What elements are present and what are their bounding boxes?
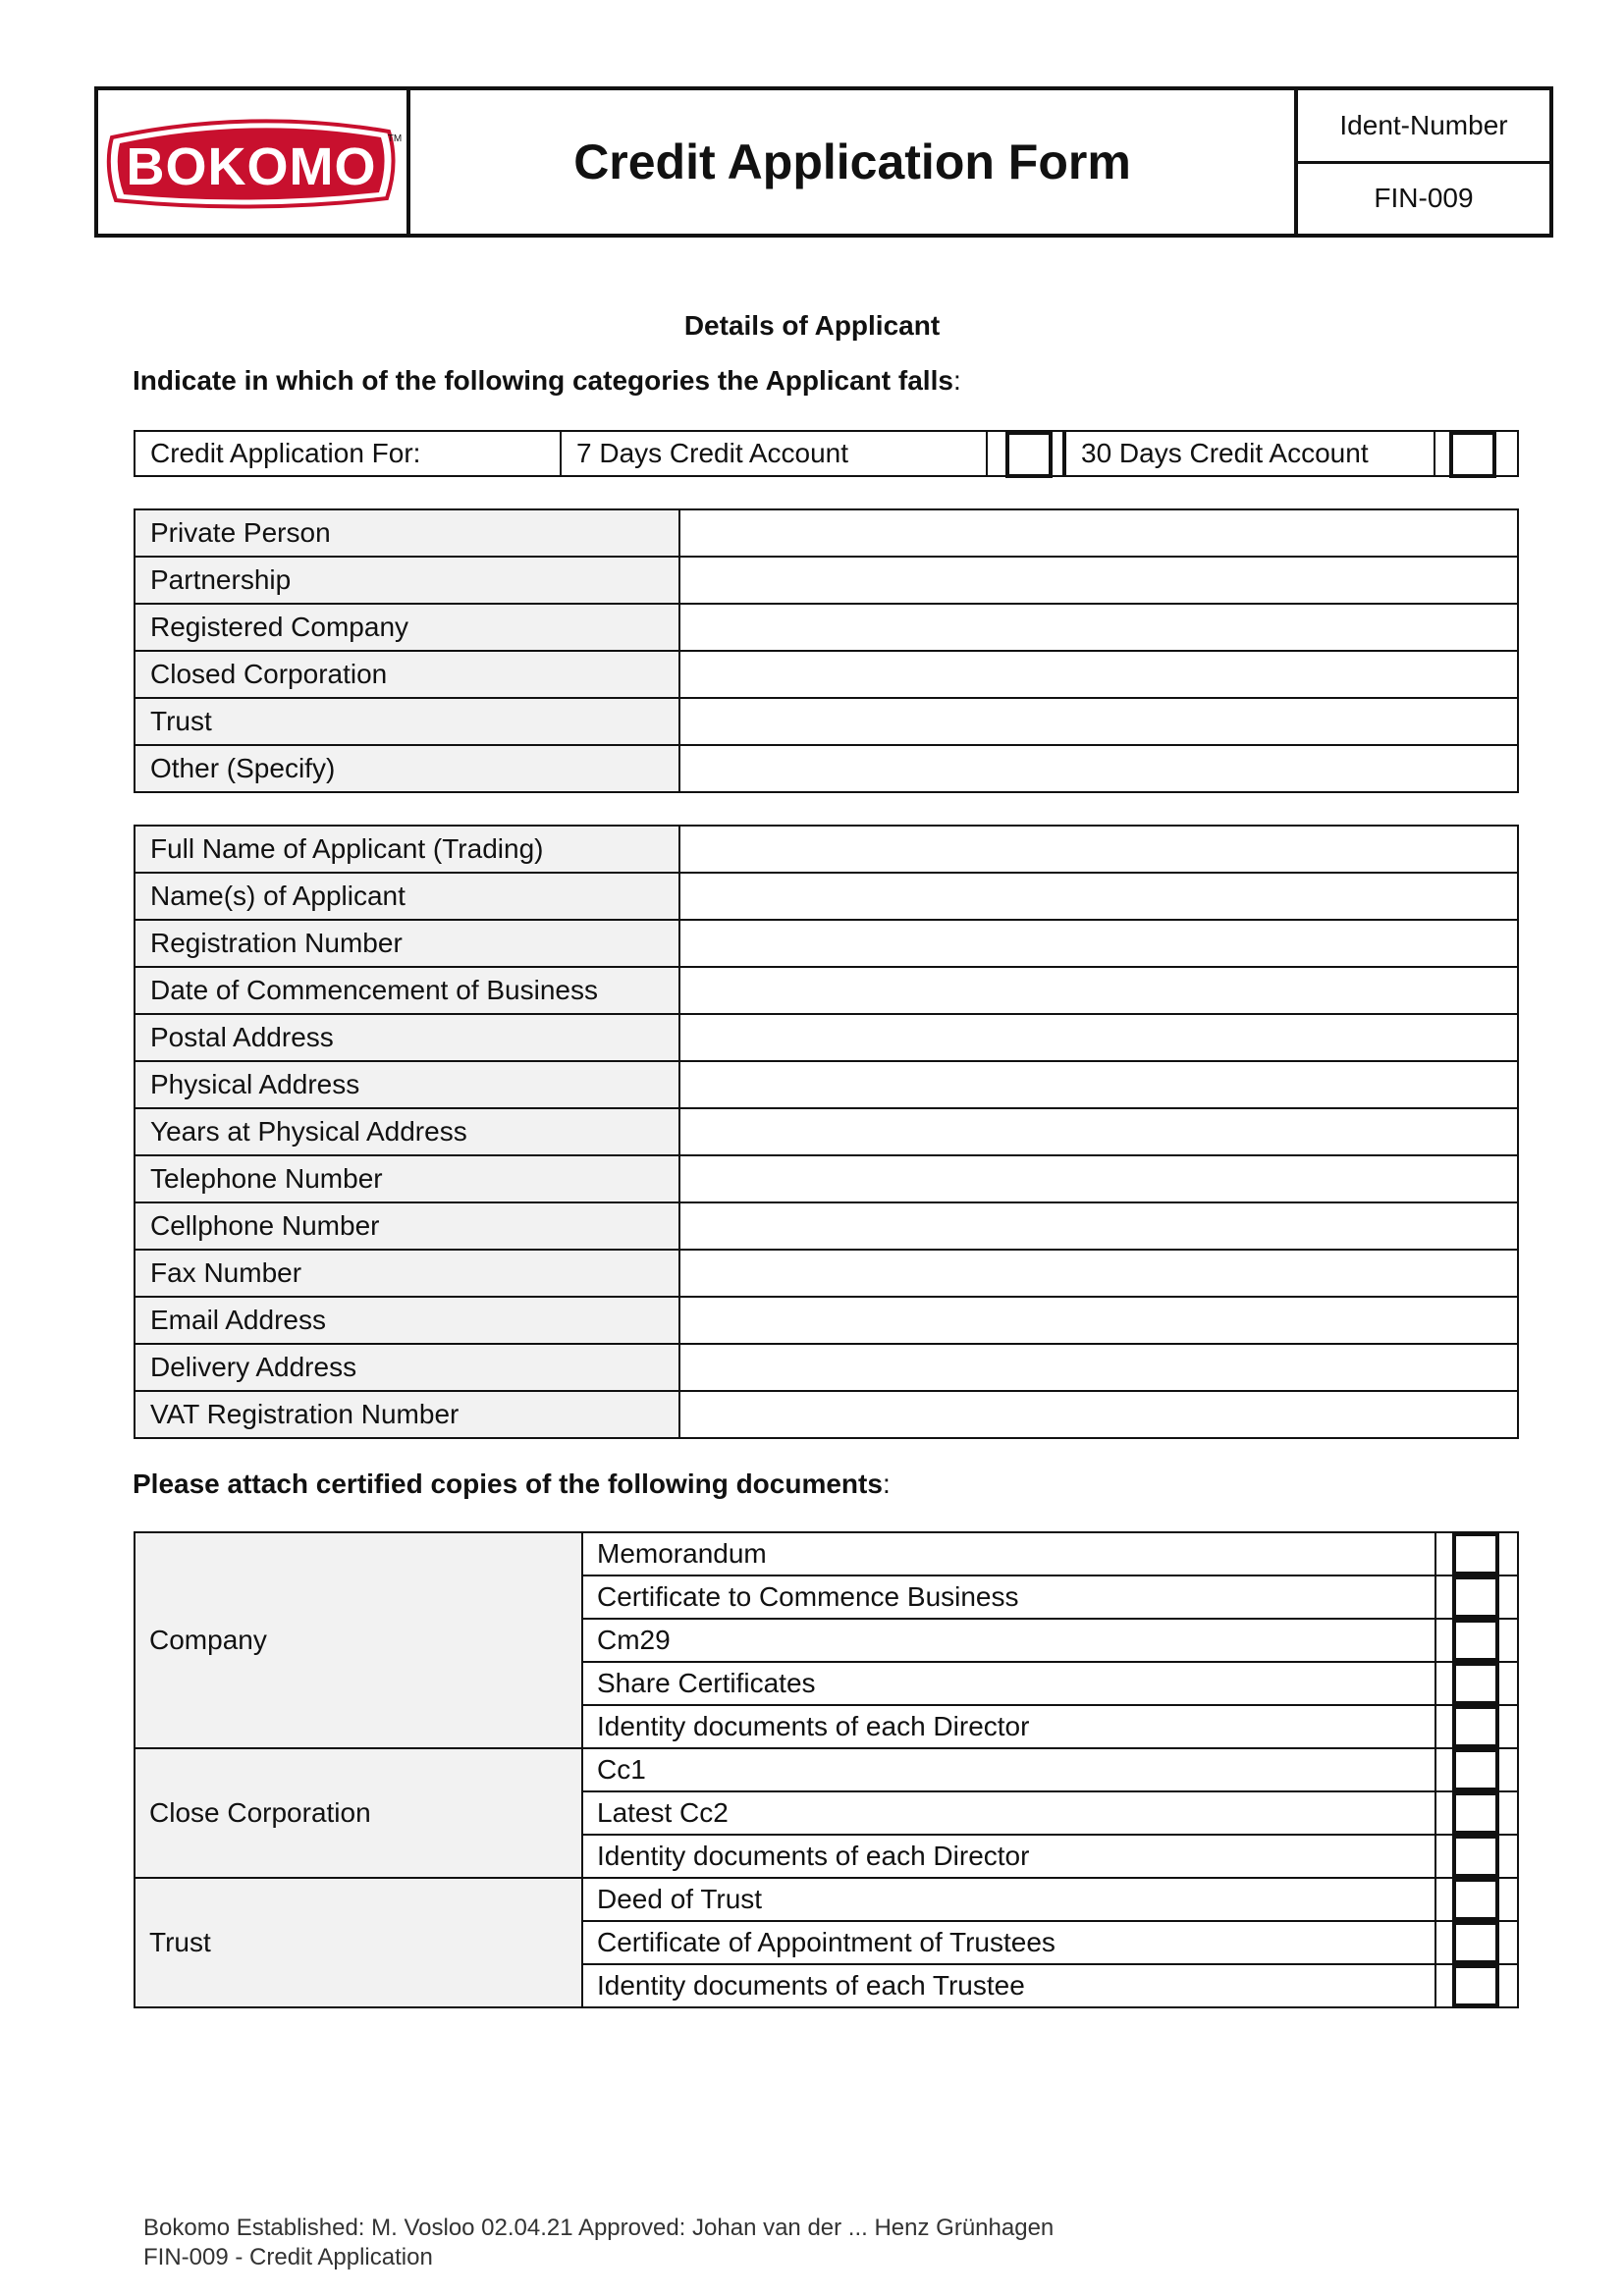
doc-checkbox-cell	[1435, 1748, 1518, 1791]
page-title: Credit Application Form	[573, 134, 1131, 189]
doc-item-label: Cm29	[582, 1619, 1435, 1662]
instruction-documents-text: Please attach certified copies of the following documents	[133, 1468, 883, 1499]
table-row	[135, 920, 1518, 967]
field-input[interactable]	[679, 920, 1518, 967]
category-field[interactable]	[679, 698, 1518, 745]
table-row	[135, 1155, 1518, 1202]
doc-checkbox[interactable]	[1452, 1921, 1499, 1964]
field-input[interactable]	[679, 873, 1518, 920]
table-row	[135, 1202, 1518, 1250]
table-row	[135, 698, 1518, 745]
doc-checkbox[interactable]	[1452, 1662, 1499, 1705]
logo-tm: TM	[387, 133, 403, 144]
credit-for-label: Credit Application For:	[135, 432, 562, 475]
logo-cell	[98, 90, 410, 234]
doc-checkbox[interactable]	[1452, 1705, 1499, 1748]
table-row	[135, 1344, 1518, 1391]
doc-group-label: Company	[135, 1532, 582, 1748]
doc-item-label: Share Certificates	[582, 1662, 1435, 1705]
field-label: Full Name of Applicant (Trading)	[135, 826, 679, 873]
field-label: Physical Address	[135, 1061, 679, 1108]
field-input[interactable]	[679, 1344, 1518, 1391]
bokomo-logo	[104, 112, 405, 214]
table-row	[135, 1250, 1518, 1297]
category-label: Closed Corporation	[135, 651, 679, 698]
doc-item-label: Certificate to Commence Business	[582, 1575, 1435, 1619]
table-row	[135, 873, 1518, 920]
doc-checkbox-cell	[1435, 1791, 1518, 1835]
category-label: Trust	[135, 698, 679, 745]
doc-group-label: Trust	[135, 1878, 582, 2007]
option-30-days-checkbox[interactable]	[1449, 431, 1496, 478]
field-label: Fax Number	[135, 1250, 679, 1297]
footer-line-2: FIN-009 - Credit Application	[143, 2244, 433, 2270]
category-field[interactable]	[679, 509, 1518, 557]
table-row	[135, 1748, 1518, 1791]
page-footer	[0, 2207, 1624, 2270]
ident-box	[1294, 90, 1549, 234]
doc-checkbox[interactable]	[1452, 1835, 1499, 1878]
doc-checkbox[interactable]	[1452, 1575, 1499, 1619]
doc-checkbox-cell	[1435, 1532, 1518, 1575]
doc-checkbox-cell	[1435, 1878, 1518, 1921]
category-field[interactable]	[679, 557, 1518, 604]
category-label: Private Person	[135, 509, 679, 557]
doc-item-label: Latest Cc2	[582, 1791, 1435, 1835]
field-input[interactable]	[679, 1250, 1518, 1297]
credit-for-row	[134, 430, 1519, 477]
table-row	[135, 745, 1518, 792]
table-row	[135, 651, 1518, 698]
field-input[interactable]	[679, 1155, 1518, 1202]
doc-checkbox[interactable]	[1452, 1748, 1499, 1791]
doc-checkbox[interactable]	[1452, 1619, 1499, 1662]
field-label: Date of Commencement of Business	[135, 967, 679, 1014]
form-header	[94, 86, 1553, 238]
doc-item-label: Identity documents of each Trustee	[582, 1964, 1435, 2007]
field-label: Telephone Number	[135, 1155, 679, 1202]
doc-item-label: Cc1	[582, 1748, 1435, 1791]
table-row	[135, 557, 1518, 604]
instruction-categories-suffix: :	[952, 365, 961, 396]
table-row	[135, 1014, 1518, 1061]
table-row	[135, 1878, 1518, 1921]
doc-checkbox-cell	[1435, 1619, 1518, 1662]
footer-line-1: Bokomo Established: M. Vosloo 02.04.21 Approved: Johan van der ... Henz Grünhagen	[143, 2215, 1055, 2241]
table-row	[135, 1391, 1518, 1438]
table-row	[135, 1108, 1518, 1155]
instruction-documents-suffix: :	[882, 1468, 891, 1499]
doc-item-label: Identity documents of each Director	[582, 1705, 1435, 1748]
category-table	[134, 508, 1519, 793]
doc-checkbox[interactable]	[1452, 1878, 1499, 1921]
section-heading: Details of Applicant	[683, 310, 941, 341]
doc-item-label: Identity documents of each Director	[582, 1835, 1435, 1878]
logo-text: BOKOMO	[126, 137, 377, 196]
instruction-categories-text: Indicate in which of the following categories the Applicant falls	[133, 365, 953, 396]
doc-checkbox-cell	[1435, 1835, 1518, 1878]
field-label: Years at Physical Address	[135, 1108, 679, 1155]
ident-label: Ident-Number	[1298, 90, 1549, 164]
field-input[interactable]	[679, 1061, 1518, 1108]
doc-item-label: Memorandum	[582, 1532, 1435, 1575]
doc-item-label: Deed of Trust	[582, 1878, 1435, 1921]
doc-item-label: Certificate of Appointment of Trustees	[582, 1921, 1435, 1964]
doc-group-label: Close Corporation	[135, 1748, 582, 1878]
table-row	[135, 1532, 1518, 1575]
option-7-days-label: 7 Days Credit Account	[562, 432, 988, 475]
option-7-days-checkbox[interactable]	[1005, 431, 1053, 478]
table-row	[135, 1061, 1518, 1108]
option-30-days-cell	[1435, 432, 1517, 475]
doc-checkbox-cell	[1435, 1921, 1518, 1964]
doc-checkbox[interactable]	[1452, 1791, 1499, 1835]
field-input[interactable]	[679, 967, 1518, 1014]
field-label: VAT Registration Number	[135, 1391, 679, 1438]
doc-checkbox-cell	[1435, 1662, 1518, 1705]
field-label: Name(s) of Applicant	[135, 873, 679, 920]
field-input[interactable]	[679, 1108, 1518, 1155]
table-row	[135, 826, 1518, 873]
table-row	[135, 604, 1518, 651]
option-30-days-label: 30 Days Credit Account	[1064, 432, 1435, 475]
category-field[interactable]	[679, 651, 1518, 698]
doc-checkbox[interactable]	[1452, 1964, 1499, 2007]
field-label: Email Address	[135, 1297, 679, 1344]
field-input[interactable]	[679, 1297, 1518, 1344]
category-label: Other (Specify)	[135, 745, 679, 792]
category-field[interactable]	[679, 604, 1518, 651]
category-field[interactable]	[679, 745, 1518, 792]
category-label: Partnership	[135, 557, 679, 604]
ident-value: FIN-009	[1374, 183, 1474, 214]
documents-table	[134, 1531, 1519, 2008]
doc-checkbox-cell	[1435, 1575, 1518, 1619]
field-label: Postal Address	[135, 1014, 679, 1061]
doc-checkbox-cell	[1435, 1964, 1518, 2007]
field-input[interactable]	[679, 1391, 1518, 1438]
table-row	[135, 1297, 1518, 1344]
applicant-details-table	[134, 825, 1519, 1439]
field-input[interactable]	[679, 826, 1518, 873]
option-7-days-cell	[988, 432, 1064, 475]
table-row	[135, 967, 1518, 1014]
doc-checkbox-cell	[1435, 1705, 1518, 1748]
category-label: Registered Company	[135, 604, 679, 651]
doc-checkbox[interactable]	[1452, 1532, 1499, 1575]
field-label: Registration Number	[135, 920, 679, 967]
table-row	[135, 509, 1518, 557]
instruction-documents	[133, 1468, 891, 1500]
instruction-categories	[133, 365, 961, 397]
field-label: Delivery Address	[135, 1344, 679, 1391]
field-input[interactable]	[679, 1014, 1518, 1061]
field-input[interactable]	[679, 1202, 1518, 1250]
field-label: Cellphone Number	[135, 1202, 679, 1250]
